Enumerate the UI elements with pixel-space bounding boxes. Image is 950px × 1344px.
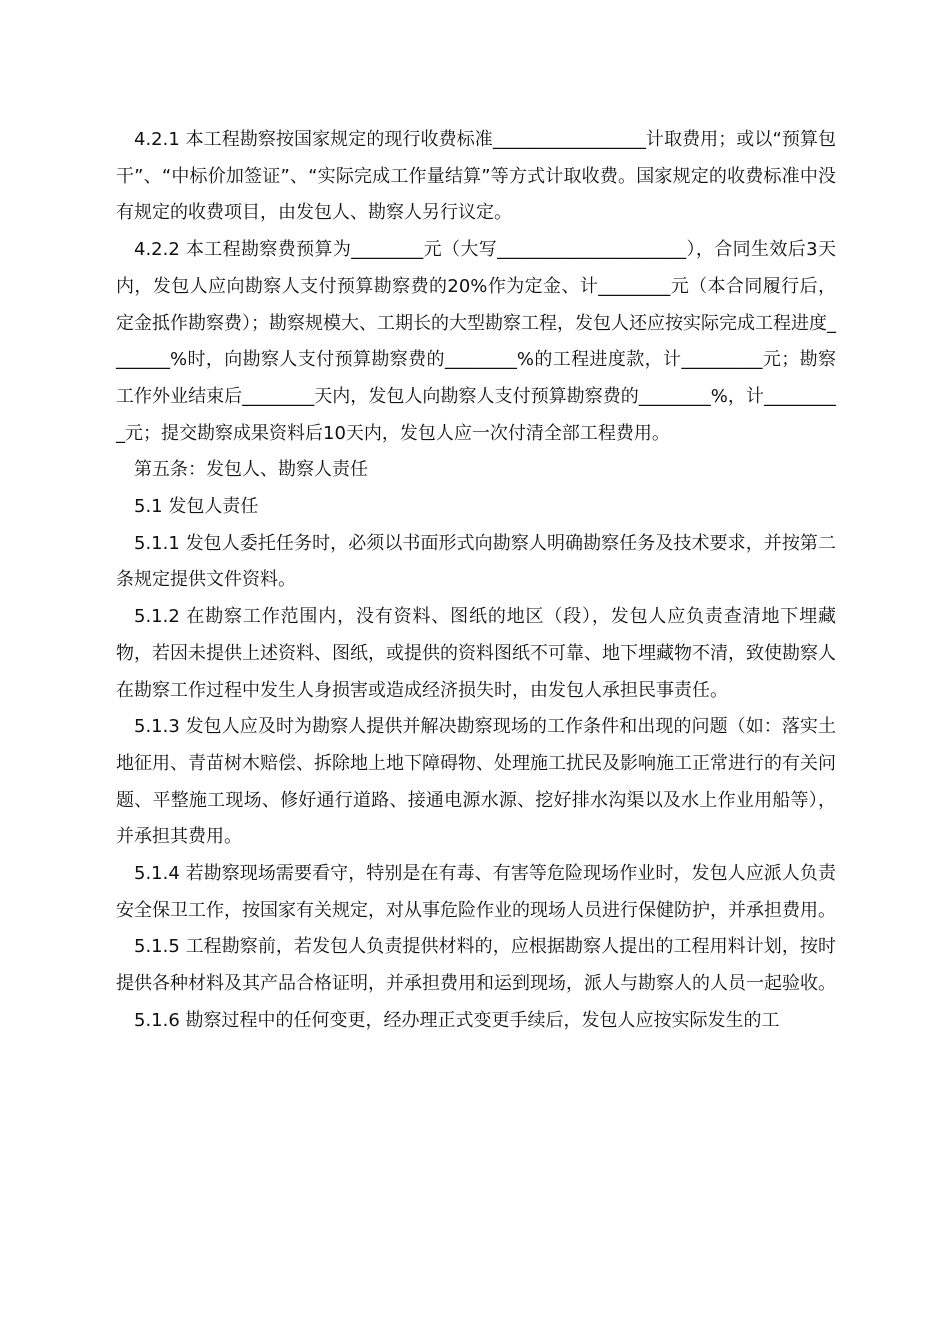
paragraph-4-2-2: 4.2.2 本工程勘察费预算为________元（大写_____________________），合同生效后3天内，发包人应向勘察人支付预算勘察费的20%作为定金、计________元（本合同履行后，定金抵作勘察费）；勘察规模大、工期长的大型勘察工程，发包人还应按实际完成工程进度_______%时，向勘察人支付预算勘察费的________%的工程进度款，计_________元；勘察工作外业结束后________天内，发包人向勘察人支付预算勘察费的________%，计_________元；提交勘察成果资料后10天内，发包人应一次付清全部工程费用。 (116, 239, 836, 444)
paragraph-5-1-3: 5.1.3 发包人应及时为勘察人提供并解决勘察现场的工作条件和出现的问题（如：落实土地征用、青苗树木赔偿、拆除地上地下障碍物、处理施工扰民及影响施工正常进行的有关问题、平整施工现场、修好通行道路、接通电源水源、挖好排水沟渠以及水上作业用船等），并承担其费用。 (116, 716, 836, 848)
paragraph-5-1-4: 5.1.4 若勘察现场需要看守，特别是在有毒、有害等危险现场作业时，发包人应派人负责安全保卫工作，按国家有关规定，对从事危险作业的现场人员进行保健防护，并承担费用。 (116, 863, 836, 921)
article-5-heading: 第五条：发包人、勘察人责任 (134, 459, 368, 481)
section-5-1-heading: 5.1 发包人责任 (134, 496, 259, 518)
paragraph-4-2-1: 4.2.1 本工程勘察按国家规定的现行收费标准_________________计取费用；或以“预算包干”、“中标价加签证”、“实际完成工作量结算”等方式计取收费。国家规定的收费标准中没有规定的收费项目，由发包人、勘察人另行议定。 (116, 129, 836, 224)
paragraph-5-1-1: 5.1.1 发包人委托任务时，必须以书面形式向勘察人明确勘察任务及技术要求，并按第二条规定提供文件资料。 (116, 532, 836, 591)
document-body (116, 122, 836, 1040)
paragraph-5-1-5: 5.1.5 工程勘察前，若发包人负责提供材料的，应根据勘察人提出的工程用料计划，按时提供各种材料及其产品合格证明，并承担费用和运到现场，派人与勘察人的人员一起验收。 (116, 936, 836, 995)
paragraph-5-1-2: 5.1.2 在勘察工作范围内，没有资料、图纸的地区（段），发包人应负责查清地下埋藏物，若因未提供上述资料、图纸，或提供的资料图纸不可靠、地下埋藏物不清，致使勘察人在勘察工作过程中发生人身损害或造成经济损失时，由发包人承担民事责任。 (116, 606, 836, 701)
paragraph-5-1-6: 5.1.6 勘察过程中的任何变更，经办理正式变更手续后，发包人应按实际发生的工 (134, 1009, 780, 1031)
